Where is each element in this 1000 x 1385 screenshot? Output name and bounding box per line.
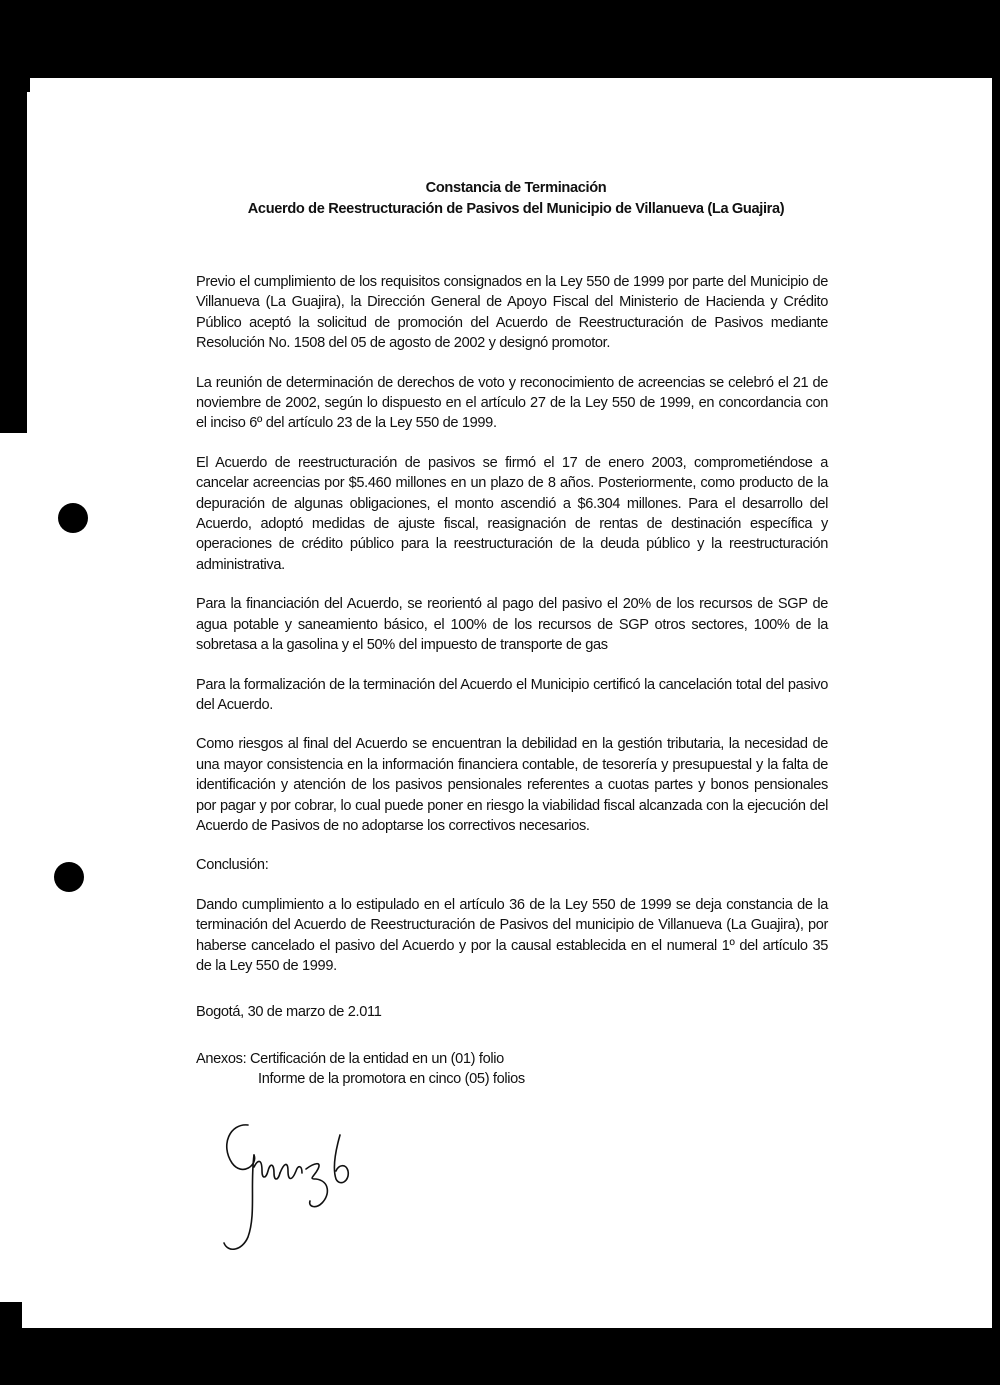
title-line-2: Acuerdo de Reestructuración de Pasivos del Municipio de Villanueva (La Guajira) [247,201,785,217]
annex-line-1: Anexos: Certificación de la entidad en un (01) folio [196,1050,504,1067]
paragraph-promotion: Previo el cumplimiento de los requisitos consignados en la Ley 550 de 1999 por parte del Municipio de Villanueva (La Guajira), la Dirección General de Apoyo Fiscal del Ministerio de Hacienda y Crédito Público aceptó la solicitud de promoción del Acuerdo de Reestructuración de Pasivos mediante Resolución No. 1508 del 05 de agosto de 2002 y designó promotor. [196,274,828,352]
title-line-1: Constancia de Terminación [425,180,607,196]
paragraph-financing: Para la financiación del Acuerdo, se reorientó al pago del pasivo el 20% de los recursos de SGP de agua potable y saneamiento básico, el 100% de los recursos de SGP otros sectores, 100% de la sobretasa a la gasolina y el 50% del impuesto de transporte de gas [196,596,828,654]
punch-hole [54,862,84,892]
punch-hole [58,503,88,533]
scan-border-left [0,78,27,433]
conclusion-text: Dando cumplimiento a lo estipulado en el artículo 36 de la Ley 550 de 1999 se deja constancia de la terminación del Acuerdo de Reestructuración de Pasivos del municipio de Villanueva (La Guajira), por haberse cancelado el pasivo del Acuerdo y por la causal establecida en el numeral 1º del artículo 35 de la Ley 550 de 1999. [196,896,828,974]
document-title [196,178,836,220]
scan-border-right [992,0,1000,1385]
annexes [196,1049,828,1090]
scan-border-top [0,0,1000,78]
scan-border-bottom [0,1328,1000,1385]
paragraph-voting-meeting: La reunión de determinación de derechos de voto y reconocimiento de acreencias se celebró el 21 de noviembre de 2002, según lo dispuesto en el artículo 27 de la Ley 550 de 1999, en concordancia con el inciso 6º del artículo 23 de la Ley 550 de 1999. [196,374,828,432]
annex-line-2: Informe de la promotora en cinco (05) folios [258,1071,525,1088]
paragraph-formalization: Para la formalización de la terminación del Acuerdo el Municipio certificó la cancelación total del pasivo del Acuerdo. [196,676,828,713]
paragraph-risks: Como riesgos al final del Acuerdo se encuentran la debilidad en la gestión tributaria, la necesidad de una mayor consistencia en la información financiera contable, de tesorería y presupuestal y la falta de identificación y atención de los pasivos pensionales referentes a cuotas partes y bonos pensionales por pagar y por cobrar, lo cual puede poner en riesgo la viabilidad fiscal alcanzada con la ejecución del Acuerdo de Pasivos de no adoptarse los correctivos necesarios. [196,736,828,834]
paragraph-agreement-signed: El Acuerdo de reestructuración de pasivos se firmó el 17 de enero 2003, comprometiéndose a cancelar acreencias por $5.460 millones en un plazo de 8 años. Posteriormente, como producto de la depuración de algunas obligaciones, el monto ascendió a $6.304 millones. Para el desarrollo del Acuerdo, adoptó medidas de ajuste fiscal, reasignación de rentas de destinación específica y operaciones de crédito público para la reestructuración de la deuda público y la reestructuración administrativa. [196,454,828,573]
place-date: Bogotá, 30 de marzo de 2.011 [196,1004,382,1021]
scan-border-bottom-left [0,1302,22,1332]
document-body [196,178,828,1090]
conclusion-heading: Conclusión: [196,857,269,874]
handwritten-signature [218,1115,428,1260]
